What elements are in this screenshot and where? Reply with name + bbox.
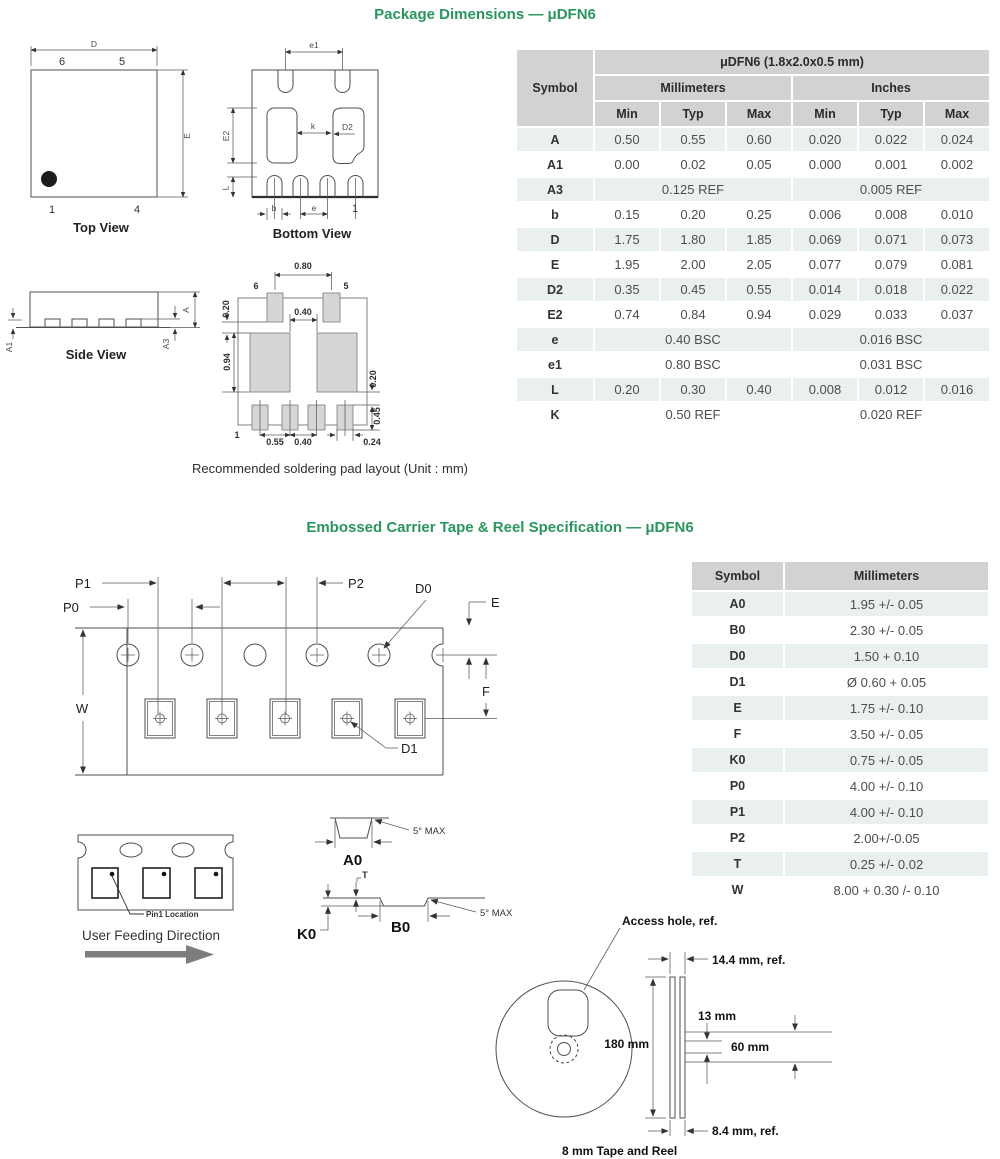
- dim-K0-label: K0: [297, 926, 317, 943]
- side-view-outline: [16, 292, 170, 328]
- cell: 0.022: [858, 127, 924, 152]
- cell: 0.008: [792, 377, 858, 402]
- dim-P0-label: P0: [63, 600, 79, 615]
- cell: 0.012: [858, 377, 924, 402]
- tape-outline: [75, 628, 449, 775]
- symbol-cell: D0: [691, 643, 784, 669]
- table-row: [516, 227, 990, 252]
- cell: 0.55: [660, 127, 726, 152]
- pin5-label: 5: [343, 281, 349, 291]
- feeding-direction-diagram: [35, 818, 270, 978]
- angle-max-label: 5° MAX: [413, 826, 446, 837]
- cell: 0.022: [924, 277, 990, 302]
- cell: 0.25: [726, 202, 792, 227]
- dim-020-right-label: 0.20: [368, 370, 378, 388]
- dim-E-label: E: [182, 133, 192, 139]
- cell: 0.00: [594, 152, 660, 177]
- pin6-label: 6: [253, 281, 259, 291]
- cell: 0.001: [858, 152, 924, 177]
- pin1-label: 1: [351, 203, 359, 215]
- cell: 0.002: [924, 152, 990, 177]
- feeding-tape-sketch: [78, 835, 233, 914]
- cell: 0.033: [858, 302, 924, 327]
- table-row: [691, 773, 989, 799]
- table-row: [691, 721, 989, 747]
- pin5-label: 5: [118, 56, 126, 68]
- symbol-cell: W: [691, 877, 784, 903]
- dim-W-label: W: [75, 701, 89, 716]
- min-header: Min: [594, 101, 660, 127]
- cell: 0.84: [660, 302, 726, 327]
- dim-e-label: e: [311, 203, 317, 213]
- cell: 0.45: [660, 277, 726, 302]
- table-row: [516, 177, 990, 202]
- table-row: [691, 799, 989, 825]
- access-hole-label: Access hole, ref.: [622, 914, 718, 928]
- table-row: [516, 377, 990, 402]
- side-view-caption: Side View: [65, 347, 127, 362]
- dim-180-label: 180 mm: [604, 1037, 649, 1051]
- dim-L-label: L: [220, 185, 231, 191]
- pin1-dot: [214, 872, 219, 877]
- symbol-cell: e1: [516, 352, 594, 377]
- cell: Ø 0.60 + 0.05: [784, 669, 989, 695]
- table-row: [516, 402, 990, 427]
- symbol-cell: B0: [691, 617, 784, 643]
- top-view-pin-numbers: [49, 56, 140, 216]
- symbol-cell: A3: [516, 177, 594, 202]
- cell: 8.00 + 0.30 /- 0.10: [784, 877, 989, 903]
- table-row: [691, 591, 989, 617]
- cell: 0.016 BSC: [792, 327, 990, 352]
- feeding-arrow-icon: [85, 945, 214, 964]
- cell: 0.031 BSC: [792, 352, 990, 377]
- cell: 0.20: [660, 202, 726, 227]
- tape-pockets: [145, 699, 425, 738]
- dim-A-label: A: [181, 307, 191, 313]
- symbol-cell: A: [516, 127, 594, 152]
- pin1-dot: [41, 171, 57, 187]
- table-row: [691, 643, 989, 669]
- table-row: [691, 851, 989, 877]
- table-row: [516, 277, 990, 302]
- typ-header: Typ: [660, 101, 726, 127]
- feeding-direction-label: User Feeding Direction: [82, 928, 221, 943]
- symbol-cell: D1: [691, 669, 784, 695]
- symbol-cell: A1: [516, 152, 594, 177]
- cell: 1.80: [660, 227, 726, 252]
- bottom-view-dimensions: [221, 40, 359, 220]
- cell: 4.00 +/- 0.10: [784, 773, 989, 799]
- cell: 0.005 REF: [792, 177, 990, 202]
- dim-024-label: 0.24: [363, 437, 381, 447]
- table-row: [691, 825, 989, 851]
- table-row: [516, 152, 990, 177]
- cell: 0.071: [858, 227, 924, 252]
- dim-e1-label: e1: [309, 40, 319, 50]
- symbol-cell: D2: [516, 277, 594, 302]
- top-view-dimensions: [31, 39, 192, 197]
- symbol-cell: E: [516, 252, 594, 277]
- dim-E-label: E: [491, 595, 500, 610]
- cell: 0.75 +/- 0.05: [784, 747, 989, 773]
- dim-045-label: 0.45: [372, 407, 382, 425]
- package-dimensions-table: [515, 48, 991, 428]
- dim-020-left-label: 0.20: [221, 300, 231, 318]
- symbol-cell: K: [516, 402, 594, 427]
- dim-D1-label: D1: [401, 741, 418, 756]
- dim-040-bottom-label: 0.40: [294, 437, 312, 447]
- tape-dimensions: [63, 576, 500, 773]
- dim-040-top-label: 0.40: [294, 307, 312, 317]
- table-row: [516, 202, 990, 227]
- table-row: [516, 252, 990, 277]
- symbol-cell: P1: [691, 799, 784, 825]
- cell: 0.25 +/- 0.02: [784, 851, 989, 877]
- cell: 0.006: [792, 202, 858, 227]
- table-row: [691, 747, 989, 773]
- cell: 0.15: [594, 202, 660, 227]
- dim-055-label: 0.55: [266, 437, 284, 447]
- cell: 0.020 REF: [792, 402, 990, 427]
- cell: 0.02: [660, 152, 726, 177]
- pin6-label: 6: [58, 56, 66, 68]
- cell: 0.60: [726, 127, 792, 152]
- pin1-label: 1: [48, 204, 56, 216]
- side-view-diagram: [4, 262, 213, 374]
- table-row: [516, 302, 990, 327]
- symbol-cell: P2: [691, 825, 784, 851]
- dim-84-label: 8.4 mm, ref.: [712, 1124, 779, 1138]
- dim-094-label: 0.94: [222, 353, 232, 371]
- dim-D2-label: D2: [342, 122, 353, 132]
- cell: 0.000: [792, 152, 858, 177]
- symbol-cell: P0: [691, 773, 784, 799]
- symbol-cell: E: [691, 695, 784, 721]
- dim-b-label: b: [271, 203, 277, 213]
- symbol-cell: A0: [691, 591, 784, 617]
- carrier-tape-diagram: [30, 555, 505, 805]
- reel-diagram: [450, 888, 880, 1159]
- side-view-dimensions: [4, 292, 200, 352]
- dim-P1-label: P1: [75, 576, 91, 591]
- dim-D-label: D: [90, 39, 98, 49]
- table-row: [516, 352, 990, 377]
- dim-A1-label: A1: [4, 341, 14, 353]
- cell: 0.024: [924, 127, 990, 152]
- tape-reel-title: Embossed Carrier Tape & Reel Specification — μDFN6: [306, 519, 694, 536]
- angle-max-label: 5° MAX: [480, 908, 513, 919]
- symbol-header: Symbol: [516, 49, 594, 127]
- cell: 0.077: [792, 252, 858, 277]
- pin1-location-label: Pin1 Location: [146, 910, 199, 919]
- symbol-cell: E2: [516, 302, 594, 327]
- pin4-label: 4: [133, 204, 141, 216]
- cell: 0.014: [792, 277, 858, 302]
- cell: 2.00+/-0.05: [784, 825, 989, 851]
- cell: 2.00: [660, 252, 726, 277]
- cell: 0.55: [726, 277, 792, 302]
- package-dimensions-title: Package Dimensions — μDFN6: [374, 6, 596, 23]
- max-header: Max: [726, 101, 792, 127]
- cell: 0.94: [726, 302, 792, 327]
- reel-caption: 8 mm Tape and Reel: [562, 1144, 678, 1158]
- cell: 2.05: [726, 252, 792, 277]
- pad-layout-caption: Recommended soldering pad layout (Unit : mm): [191, 461, 468, 476]
- cell: 1.95: [594, 252, 660, 277]
- dim-080-label: 0.80: [294, 261, 312, 271]
- symbol-cell: K0: [691, 747, 784, 773]
- pin1-dot: [162, 872, 167, 877]
- tape-reel-table: [690, 560, 990, 904]
- bottom-view-outline: [252, 70, 378, 219]
- cell: 1.85: [726, 227, 792, 252]
- cell: 4.00 +/- 0.10: [784, 799, 989, 825]
- dim-E2-label: E2: [221, 130, 231, 142]
- reel-dimensions: [604, 952, 795, 1138]
- symbol-cell: D: [516, 227, 594, 252]
- cell: 1.95 +/- 0.05: [784, 591, 989, 617]
- millimeters-header: Millimeters: [594, 75, 792, 101]
- cell: 0.079: [858, 252, 924, 277]
- table-row: [516, 327, 990, 352]
- bottom-view-caption: Bottom View: [272, 226, 352, 241]
- a0-section: [315, 818, 446, 869]
- table-row: [691, 669, 989, 695]
- pad-layout-diagram: [198, 252, 443, 452]
- dim-P2-label: P2: [348, 576, 364, 591]
- reel-front-view: [496, 928, 632, 1117]
- cell: 0.081: [924, 252, 990, 277]
- top-view-diagram: [10, 36, 215, 246]
- cell: 0.74: [594, 302, 660, 327]
- top-view-outline: [31, 70, 157, 197]
- cell: 0.029: [792, 302, 858, 327]
- dim-B0-label: B0: [391, 919, 411, 936]
- group-header: μDFN6 (1.8x2.0x0.5 mm): [594, 49, 990, 75]
- symbol-cell: e: [516, 327, 594, 352]
- dim-D0-label: D0: [415, 581, 432, 596]
- min-header: Min: [792, 101, 858, 127]
- pin1-label: 1: [234, 430, 240, 440]
- cell: 0.35: [594, 277, 660, 302]
- cell: 0.016: [924, 377, 990, 402]
- cell: 0.008: [858, 202, 924, 227]
- typ-header: Typ: [858, 101, 924, 127]
- table-row: [691, 695, 989, 721]
- dim-A0-label: A0: [343, 852, 363, 869]
- dim-60-label: 60 mm: [731, 1040, 770, 1054]
- symbol-cell: b: [516, 202, 594, 227]
- cell: 0.30: [660, 377, 726, 402]
- cell: 0.40: [726, 377, 792, 402]
- cell: 0.069: [792, 227, 858, 252]
- table-row: [691, 617, 989, 643]
- bottom-view-diagram: [220, 36, 430, 248]
- cell: 0.125 REF: [594, 177, 792, 202]
- symbol-cell: T: [691, 851, 784, 877]
- dim-A3-label: A3: [161, 338, 171, 350]
- dim-k-label: k: [310, 121, 316, 131]
- pad-layout-dimensions: [221, 261, 382, 447]
- symbol-cell: L: [516, 377, 594, 402]
- cell: 0.010: [924, 202, 990, 227]
- dim-T-label: T: [362, 870, 368, 881]
- cell: 0.018: [858, 277, 924, 302]
- cell: 0.073: [924, 227, 990, 252]
- millimeters-header: Millimeters: [784, 561, 989, 591]
- cell: 0.50: [594, 127, 660, 152]
- inches-header: Inches: [792, 75, 990, 101]
- cell: 0.05: [726, 152, 792, 177]
- symbol-header: Symbol: [691, 561, 784, 591]
- cell: 0.20: [594, 377, 660, 402]
- dim-13-label: 13 mm: [698, 1009, 737, 1023]
- cell: 3.50 +/- 0.05: [784, 721, 989, 747]
- cell: 0.037: [924, 302, 990, 327]
- dim-144-label: 14.4 mm, ref.: [712, 953, 786, 967]
- cell: 0.020: [792, 127, 858, 152]
- cell: 2.30 +/- 0.05: [784, 617, 989, 643]
- cell: 0.40 BSC: [594, 327, 792, 352]
- symbol-cell: F: [691, 721, 784, 747]
- cell: 1.50 + 0.10: [784, 643, 989, 669]
- cell: 0.50 REF: [594, 402, 792, 427]
- dim-F-label: F: [482, 684, 490, 699]
- top-view-caption: Top View: [73, 220, 129, 235]
- max-header: Max: [924, 101, 990, 127]
- cell: 1.75: [594, 227, 660, 252]
- cell: 0.80 BSC: [594, 352, 792, 377]
- cell: 1.75 +/- 0.10: [784, 695, 989, 721]
- table-row: [516, 127, 990, 152]
- pin1-dot: [110, 872, 115, 877]
